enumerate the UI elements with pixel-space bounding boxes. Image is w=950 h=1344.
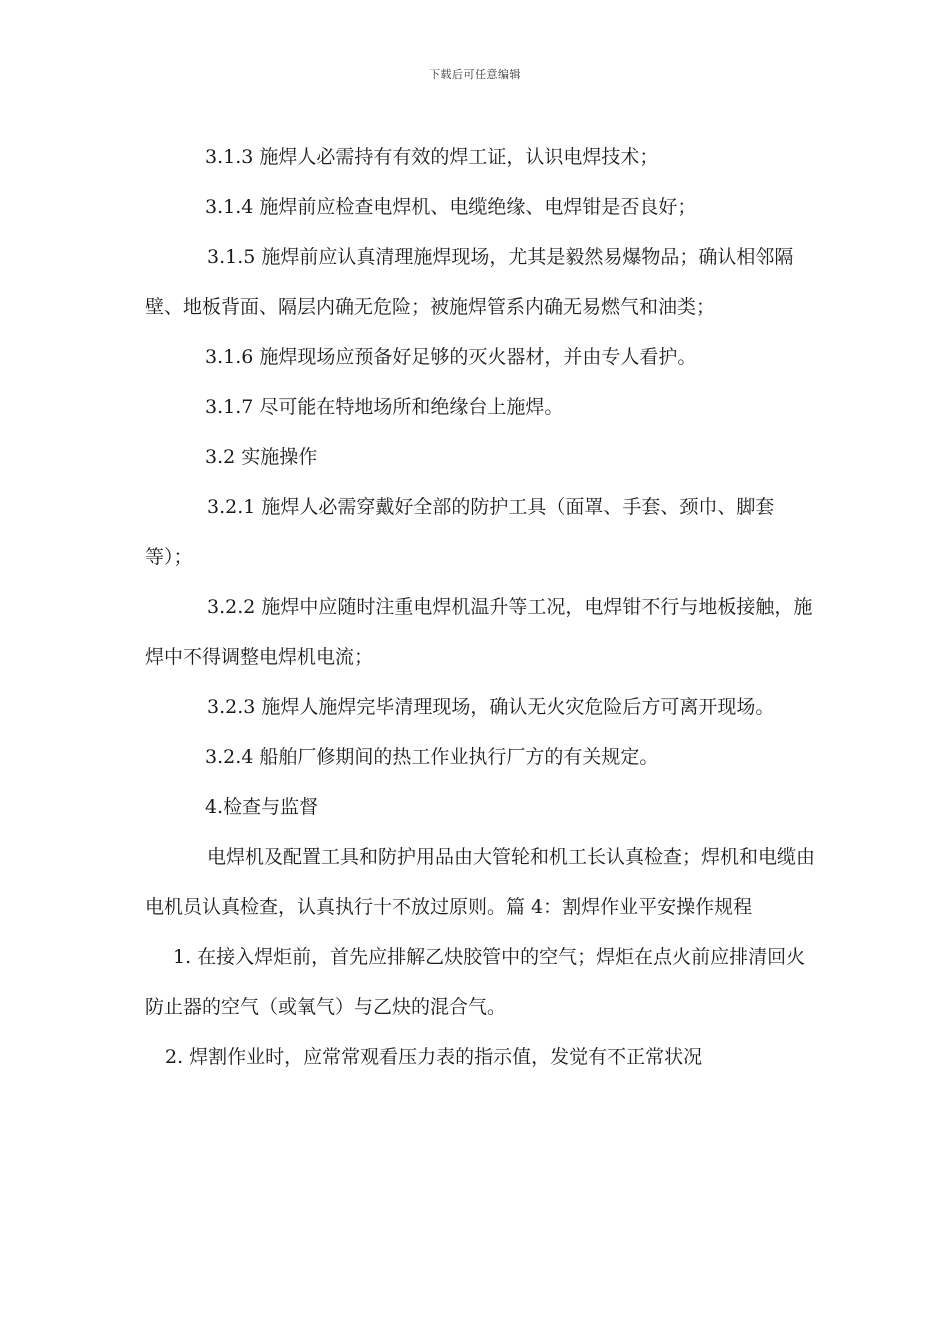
section-heading-4: 4.检查与监督 <box>205 796 319 818</box>
paragraph-3-2-3: 3.2.3 施焊人施焊完毕清理现场，确认无火灾危险后方可离开现场。 <box>207 696 775 718</box>
paragraph-3-1-3: 3.1.3 施焊人必需持有有效的焊工证，认识电焊技术； <box>205 146 659 168</box>
paragraph-3-2-4: 3.2.4 船舶厂修期间的热工作业执行厂方的有关规定。 <box>205 746 659 768</box>
section-heading-3-2: 3.2 实施操作 <box>205 446 318 468</box>
paragraph-3-1-4: 3.1.4 施焊前应检查电焊机、电缆绝缘、电焊钳是否良好； <box>205 196 697 218</box>
document-body <box>145 132 815 1082</box>
paragraph-3-2-1: 3.2.1 施焊人必需穿戴好全部的防护工具（面罩、手套、颈巾、脚套等）； <box>145 496 775 568</box>
paragraph-item-1: 1. 在接入焊炬前，首先应排解乙炔胶管中的空气；焊炬在点火前应排清回火防止器的空气（或氧气）与乙炔的混合气。 <box>145 946 806 1018</box>
page-header: 下载后可任意编辑 <box>429 68 521 81</box>
paragraph-3-1-6: 3.1.6 施焊现场应预备好足够的灭火器材，并由专人看护。 <box>205 346 697 368</box>
paragraph-3-1-5: 3.1.5 施焊前应认真清理施焊现场，尤其是毅然易爆物品；确认相邻隔壁、地板背面、隔层内确无危险；被施焊管系内确无易燃气和油类； <box>145 246 794 318</box>
paragraph-item-2: 2. 焊割作业时，应常常观看压力表的指示值，发觉有不正常状况 <box>165 1046 703 1068</box>
paragraph-3-1-7: 3.1.7 尽可能在特地场所和绝缘台上施焊。 <box>205 396 564 418</box>
paragraph-inspection: 电焊机及配置工具和防护用品由大管轮和机工长认真检查；焊机和电缆由电机员认真检查，认真执行十不放过原则。篇 4：割焊作业平安操作规程 <box>145 846 816 918</box>
paragraph-3-2-2: 3.2.2 施焊中应随时注重电焊机温升等工况，电焊钳不行与地板接触，施焊中不得调整电焊机电流； <box>145 596 813 668</box>
